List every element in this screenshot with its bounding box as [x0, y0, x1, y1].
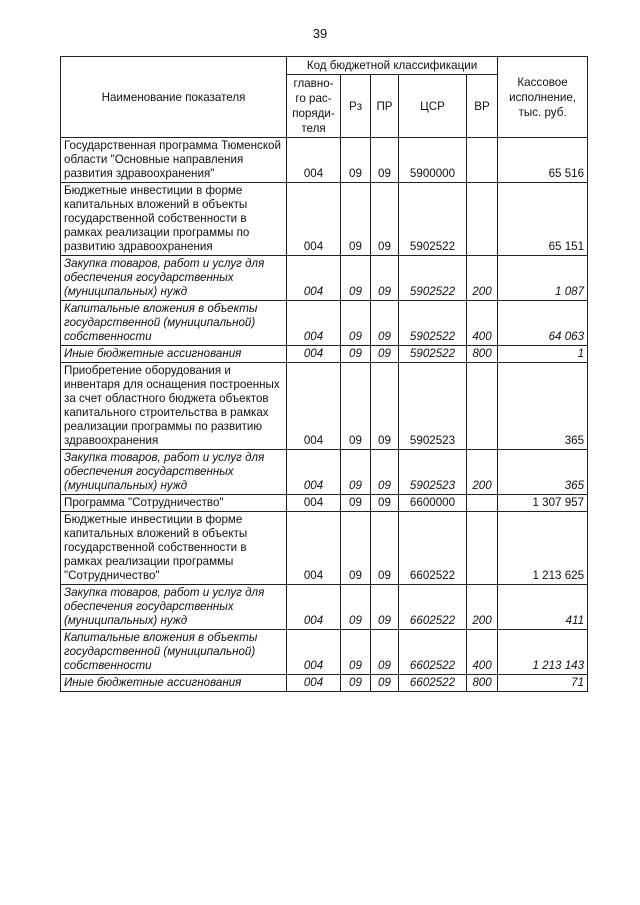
- cell-amount: 1 213 143: [498, 630, 588, 675]
- cell-rz: 09: [341, 183, 371, 256]
- table-row: [61, 630, 588, 675]
- cell-amount: 365: [498, 363, 588, 450]
- cell-glav: 004: [287, 346, 341, 363]
- cell-name: Иные бюджетные ассигнования: [61, 346, 287, 363]
- header-amount: Кассовое исполнение, тыс. руб.: [498, 57, 588, 138]
- table-row: [61, 495, 588, 512]
- cell-vr: [467, 363, 498, 450]
- cell-vr: 200: [467, 256, 498, 301]
- cell-pr: 09: [371, 495, 399, 512]
- cell-pr: 09: [371, 183, 399, 256]
- cell-vr: 800: [467, 675, 498, 692]
- cell-rz: 09: [341, 675, 371, 692]
- table-row: [61, 512, 588, 585]
- cell-csr: 5902522: [399, 346, 467, 363]
- cell-amount: 411: [498, 585, 588, 630]
- cell-name: Приобретение оборудования и инвентаря для оснащения построенных за счет областного бюджета объектов капитального строительства в рамках реализации программы по развитию здравоохранения: [61, 363, 287, 450]
- cell-rz: 09: [341, 495, 371, 512]
- table-row: [61, 450, 588, 495]
- table-row: [61, 346, 588, 363]
- cell-amount: 365: [498, 450, 588, 495]
- cell-csr: 5902523: [399, 450, 467, 495]
- cell-name: Программа "Сотрудничество": [61, 495, 287, 512]
- cell-name: Капитальные вложения в объекты государственной (муниципальной) собственности: [61, 630, 287, 675]
- table-row: [61, 675, 588, 692]
- cell-csr: 5902522: [399, 256, 467, 301]
- cell-rz: 09: [341, 256, 371, 301]
- cell-vr: 400: [467, 301, 498, 346]
- cell-name: Бюджетные инвестиции в форме капитальных вложений в объекты государственной собственности в рамках реализации программы "Сотрудничество": [61, 512, 287, 585]
- table-row: [61, 363, 588, 450]
- cell-csr: 5902522: [399, 301, 467, 346]
- cell-rz: 09: [341, 363, 371, 450]
- cell-rz: 09: [341, 138, 371, 183]
- cell-name: Иные бюджетные ассигнования: [61, 675, 287, 692]
- cell-csr: 5902523: [399, 363, 467, 450]
- cell-csr: 6602522: [399, 675, 467, 692]
- table-row: [61, 138, 588, 183]
- cell-pr: 09: [371, 256, 399, 301]
- cell-rz: 09: [341, 630, 371, 675]
- cell-rz: 09: [341, 346, 371, 363]
- cell-glav: 004: [287, 256, 341, 301]
- cell-name: Закупка товаров, работ и услуг для обеспечения государственных (муниципальных) нужд: [61, 256, 287, 301]
- cell-pr: 09: [371, 585, 399, 630]
- cell-name: Закупка товаров, работ и услуг для обеспечения государственных (муниципальных) нужд: [61, 585, 287, 630]
- cell-vr: 800: [467, 346, 498, 363]
- cell-name: Государственная программа Тюменской области "Основные направления развития здравоохранения": [61, 138, 287, 183]
- table-row: [61, 301, 588, 346]
- cell-glav: 004: [287, 363, 341, 450]
- cell-pr: 09: [371, 346, 399, 363]
- cell-glav: 004: [287, 138, 341, 183]
- table-row: [61, 585, 588, 630]
- table-row: [61, 183, 588, 256]
- cell-csr: 5902522: [399, 183, 467, 256]
- header-pr: ПР: [371, 75, 399, 138]
- header-row-top: [61, 57, 588, 75]
- cell-pr: 09: [371, 301, 399, 346]
- cell-csr: 6602522: [399, 630, 467, 675]
- header-name: Наименование показателя: [61, 57, 287, 138]
- cell-name: Бюджетные инвестиции в форме капитальных вложений в объекты государственной собственности в рамках реализации программы по развитию здравоохранения: [61, 183, 287, 256]
- header-vr: ВР: [467, 75, 498, 138]
- cell-glav: 004: [287, 675, 341, 692]
- cell-amount: 1 213 625: [498, 512, 588, 585]
- cell-name: Капитальные вложения в объекты государственной (муниципальной) собственности: [61, 301, 287, 346]
- table-row: [61, 256, 588, 301]
- cell-amount: 1: [498, 346, 588, 363]
- cell-amount: 65 151: [498, 183, 588, 256]
- cell-glav: 004: [287, 630, 341, 675]
- cell-rz: 09: [341, 301, 371, 346]
- cell-csr: 6600000: [399, 495, 467, 512]
- cell-amount: 1 087: [498, 256, 588, 301]
- cell-glav: 004: [287, 585, 341, 630]
- cell-name: Закупка товаров, работ и услуг для обеспечения государственных (муниципальных) нужд: [61, 450, 287, 495]
- cell-vr: [467, 183, 498, 256]
- cell-pr: 09: [371, 675, 399, 692]
- cell-pr: 09: [371, 512, 399, 585]
- cell-glav: 004: [287, 495, 341, 512]
- table-body: [61, 138, 588, 692]
- cell-vr: [467, 138, 498, 183]
- cell-vr: 400: [467, 630, 498, 675]
- cell-glav: 004: [287, 450, 341, 495]
- cell-pr: 09: [371, 630, 399, 675]
- cell-pr: 09: [371, 138, 399, 183]
- cell-csr: 6602522: [399, 585, 467, 630]
- cell-rz: 09: [341, 585, 371, 630]
- cell-rz: 09: [341, 450, 371, 495]
- header-classification-group: Код бюджетной классификации: [287, 57, 498, 75]
- cell-glav: 004: [287, 512, 341, 585]
- budget-table: [60, 56, 588, 692]
- cell-rz: 09: [341, 512, 371, 585]
- header-rz: Рз: [341, 75, 371, 138]
- cell-glav: 004: [287, 183, 341, 256]
- cell-pr: 09: [371, 450, 399, 495]
- cell-vr: 200: [467, 585, 498, 630]
- cell-csr: 6602522: [399, 512, 467, 585]
- cell-pr: 09: [371, 363, 399, 450]
- cell-amount: 65 516: [498, 138, 588, 183]
- page-number: 39: [312, 26, 328, 41]
- cell-amount: 71: [498, 675, 588, 692]
- cell-amount: 1 307 957: [498, 495, 588, 512]
- cell-glav: 004: [287, 301, 341, 346]
- cell-vr: 200: [467, 450, 498, 495]
- cell-vr: [467, 512, 498, 585]
- cell-amount: 64 063: [498, 301, 588, 346]
- header-glav: главно-го рас-поряди-теля: [287, 75, 341, 138]
- header-csr: ЦСР: [399, 75, 467, 138]
- cell-csr: 5900000: [399, 138, 467, 183]
- cell-vr: [467, 495, 498, 512]
